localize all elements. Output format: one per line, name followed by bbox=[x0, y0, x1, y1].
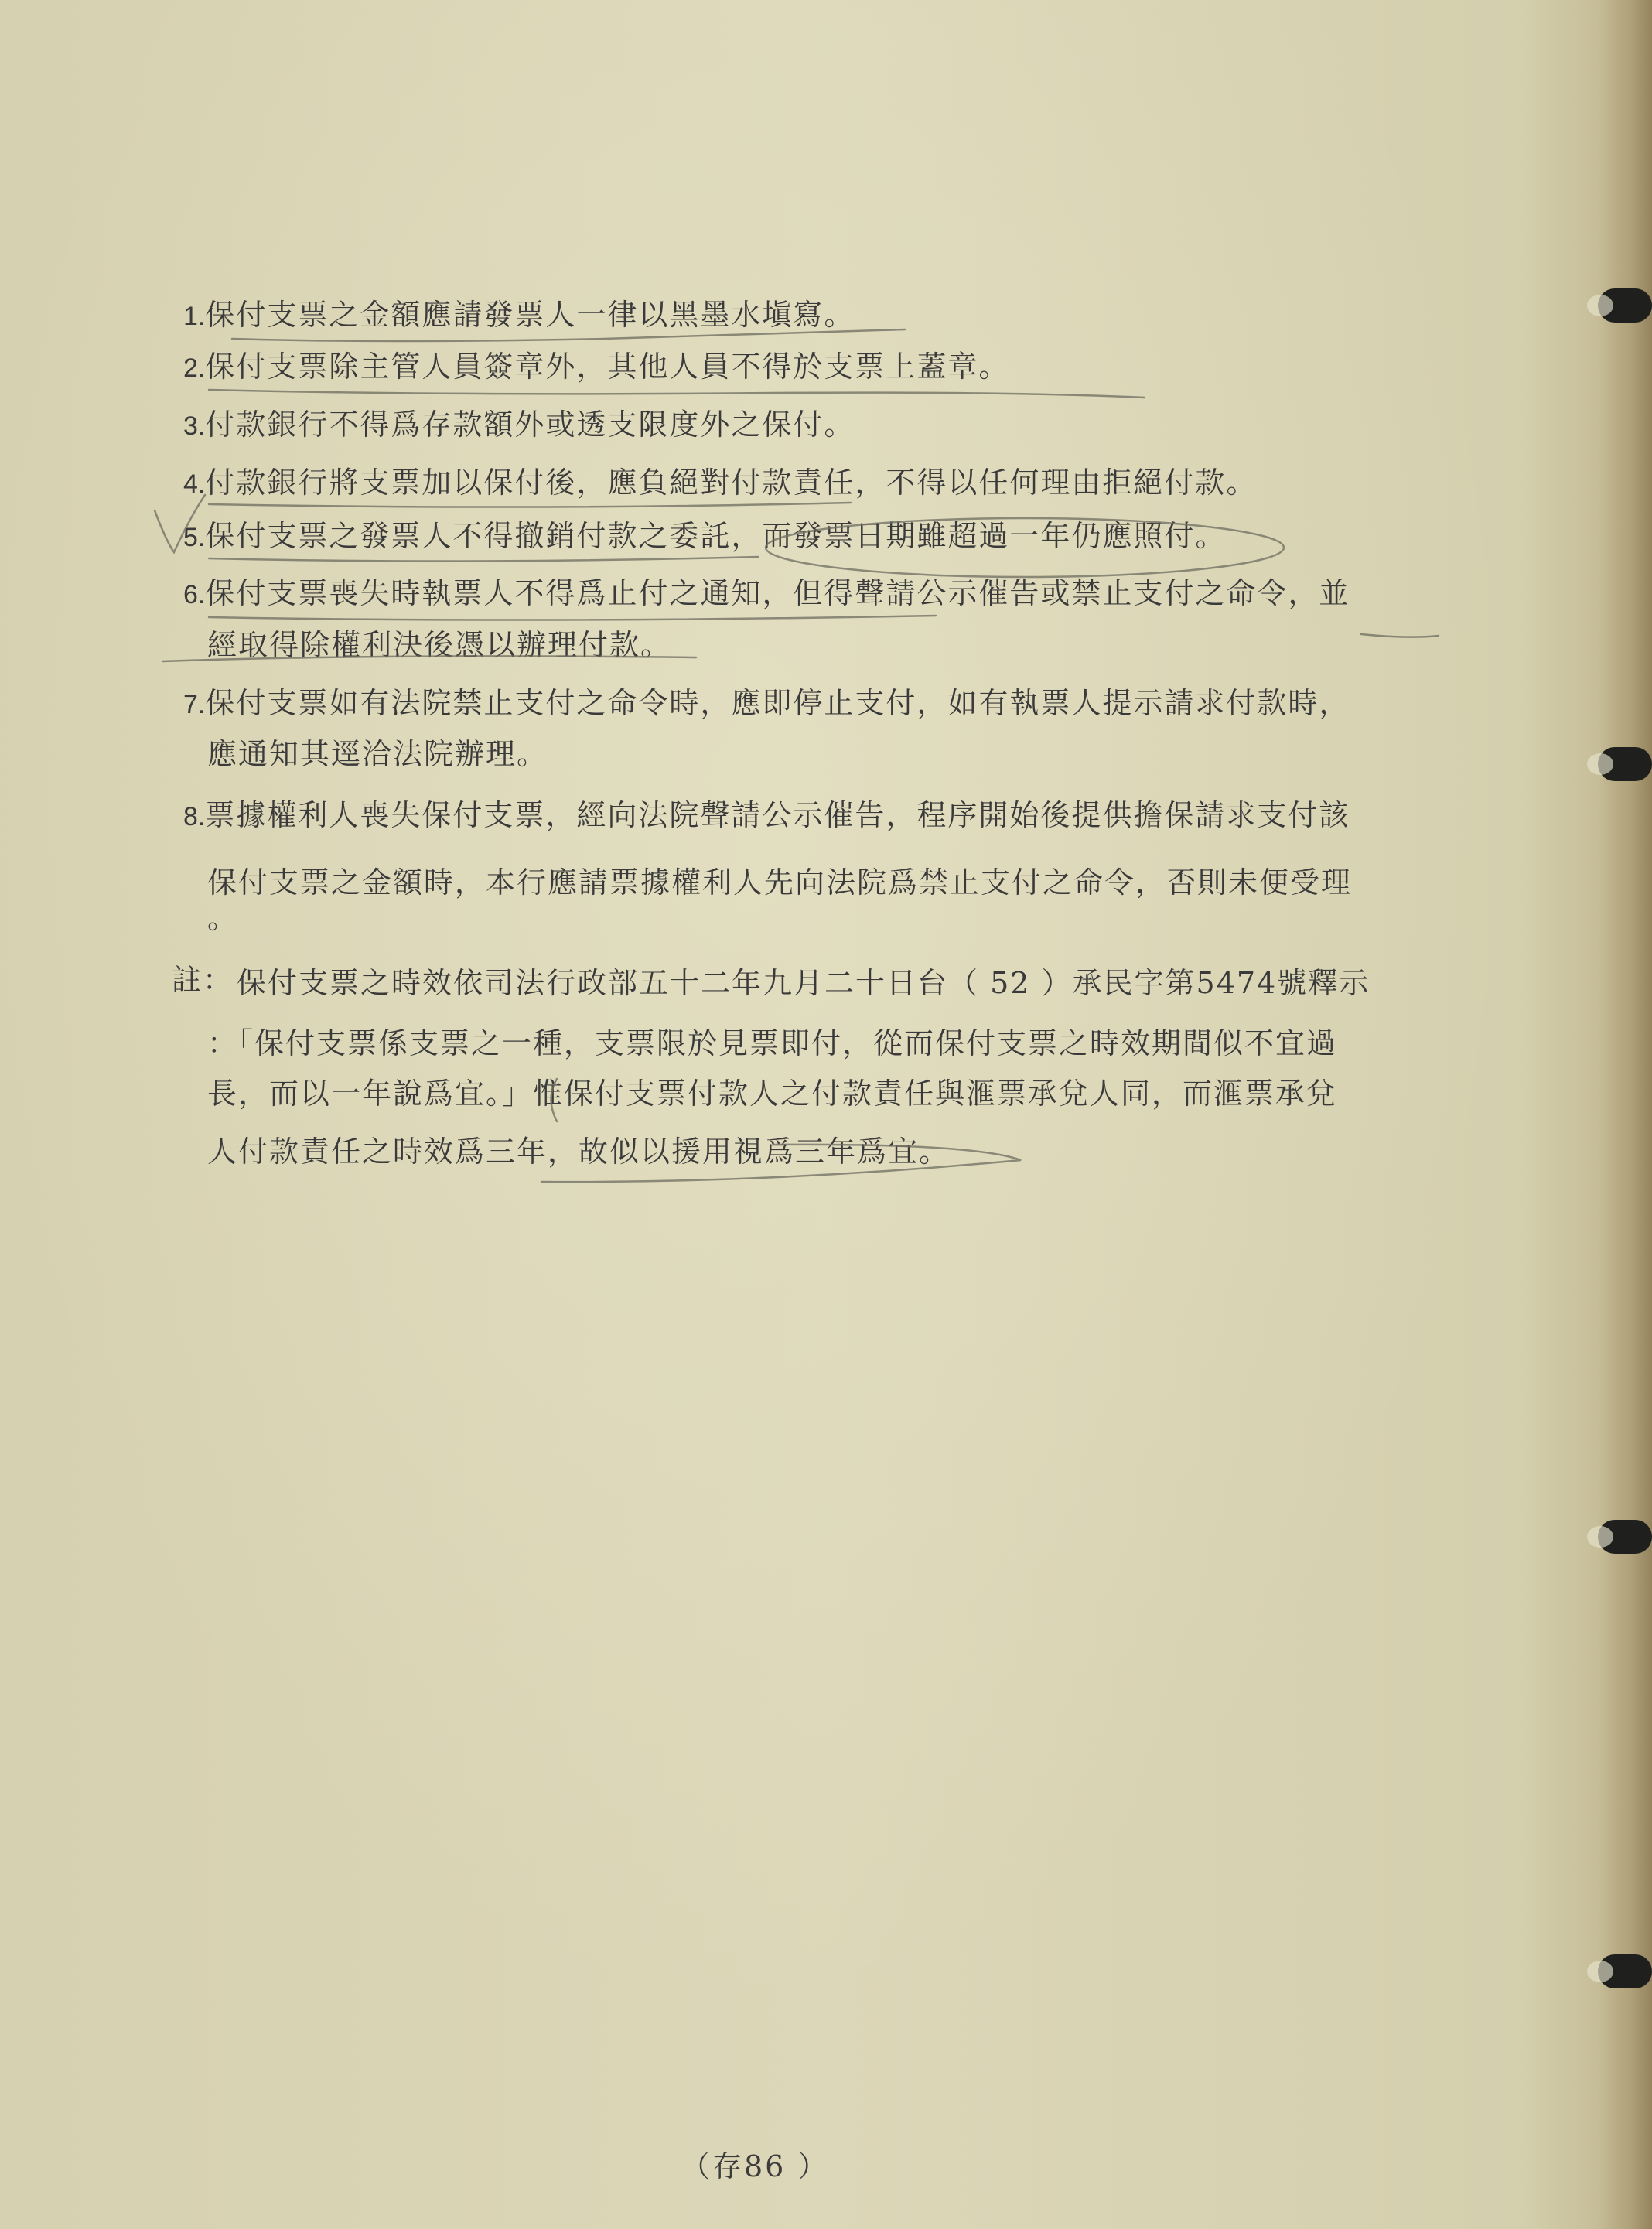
item-text: 付款銀行不得爲存款額外或透支限度外之保付。 bbox=[205, 408, 855, 442]
underline-mark bbox=[232, 329, 905, 341]
underline-mark bbox=[209, 557, 758, 562]
item-text: 保付支票喪失時執票人不得爲止付之通知，但得聲請公示催告或禁止支付之命令，並 bbox=[205, 576, 1350, 610]
note-line: ：「保付支票係支票之一種，支票限於見票即付，從而保付支票之時效期間似不宜過 bbox=[207, 1026, 1338, 1060]
item-text-continuation: 經取得除權利決後憑以辦理付款。 bbox=[207, 628, 672, 662]
item-text-continuation: 。 bbox=[207, 901, 239, 935]
circle-mark bbox=[766, 518, 1284, 577]
underline-mark bbox=[209, 616, 936, 620]
item-number: 2. bbox=[183, 353, 206, 383]
item-text: 保付支票如有法院禁止支付之命令時，應即停止支付，如有執票人提示請求付款時， bbox=[205, 686, 1350, 720]
item-text: 付款銀行將支票加以保付後，應負絕對付款責任，不得以任何理由拒絕付款。 bbox=[205, 466, 1258, 500]
note-label: 註： bbox=[172, 963, 234, 997]
item-number: 4. bbox=[183, 469, 206, 499]
note-line: 保付支票之時效依司法行政部五十二年九月二十日台（ 52 ）承民字第5474號釋示 bbox=[237, 966, 1370, 1000]
bracket-mark bbox=[551, 1079, 558, 1121]
circle-mark bbox=[541, 1145, 1021, 1182]
item-number: 7. bbox=[183, 690, 206, 719]
item-number: 1. bbox=[183, 302, 206, 331]
item-number: 6. bbox=[183, 580, 206, 609]
item-number: 8. bbox=[183, 802, 206, 831]
underline-mark bbox=[162, 656, 696, 661]
item-text: 票據權利人喪失保付支票，經向法院聲請公示催告，程序開始後提供擔保請求支付該 bbox=[205, 798, 1350, 832]
note-line: 長，而以一年說爲宜。」惟保付支票付款人之付款責任與滙票承兌人同，而滙票承兌 bbox=[207, 1077, 1338, 1111]
item-text-continuation: 保付支票之金額時，本行應請票據權利人先向法院爲禁止支付之命令，否則未便受理 bbox=[207, 865, 1353, 899]
item-text: 保付支票之金額應請發票人一律以黑墨水塡寫。 bbox=[205, 298, 855, 332]
item-number: 3. bbox=[183, 411, 206, 441]
item-text: 保付支票之發票人不得撤銷付款之委託，而發票日期雖超過一年仍應照付。 bbox=[205, 519, 1227, 553]
underline-mark bbox=[209, 390, 1145, 398]
underline-mark bbox=[209, 503, 851, 507]
page-number: （存86 ） bbox=[681, 2149, 830, 2183]
item-text: 保付支票除主管人員簽章外，其他人員不得於支票上蓋章。 bbox=[205, 350, 1010, 384]
item-number: 5. bbox=[183, 523, 206, 552]
item-text-continuation: 應通知其逕洽法院辦理。 bbox=[207, 737, 548, 771]
check-mark bbox=[155, 495, 205, 552]
underline-mark bbox=[1361, 634, 1439, 637]
note-line: 人付款責任之時效爲三年，故似以援用視爲三年爲宜。 bbox=[207, 1135, 951, 1169]
